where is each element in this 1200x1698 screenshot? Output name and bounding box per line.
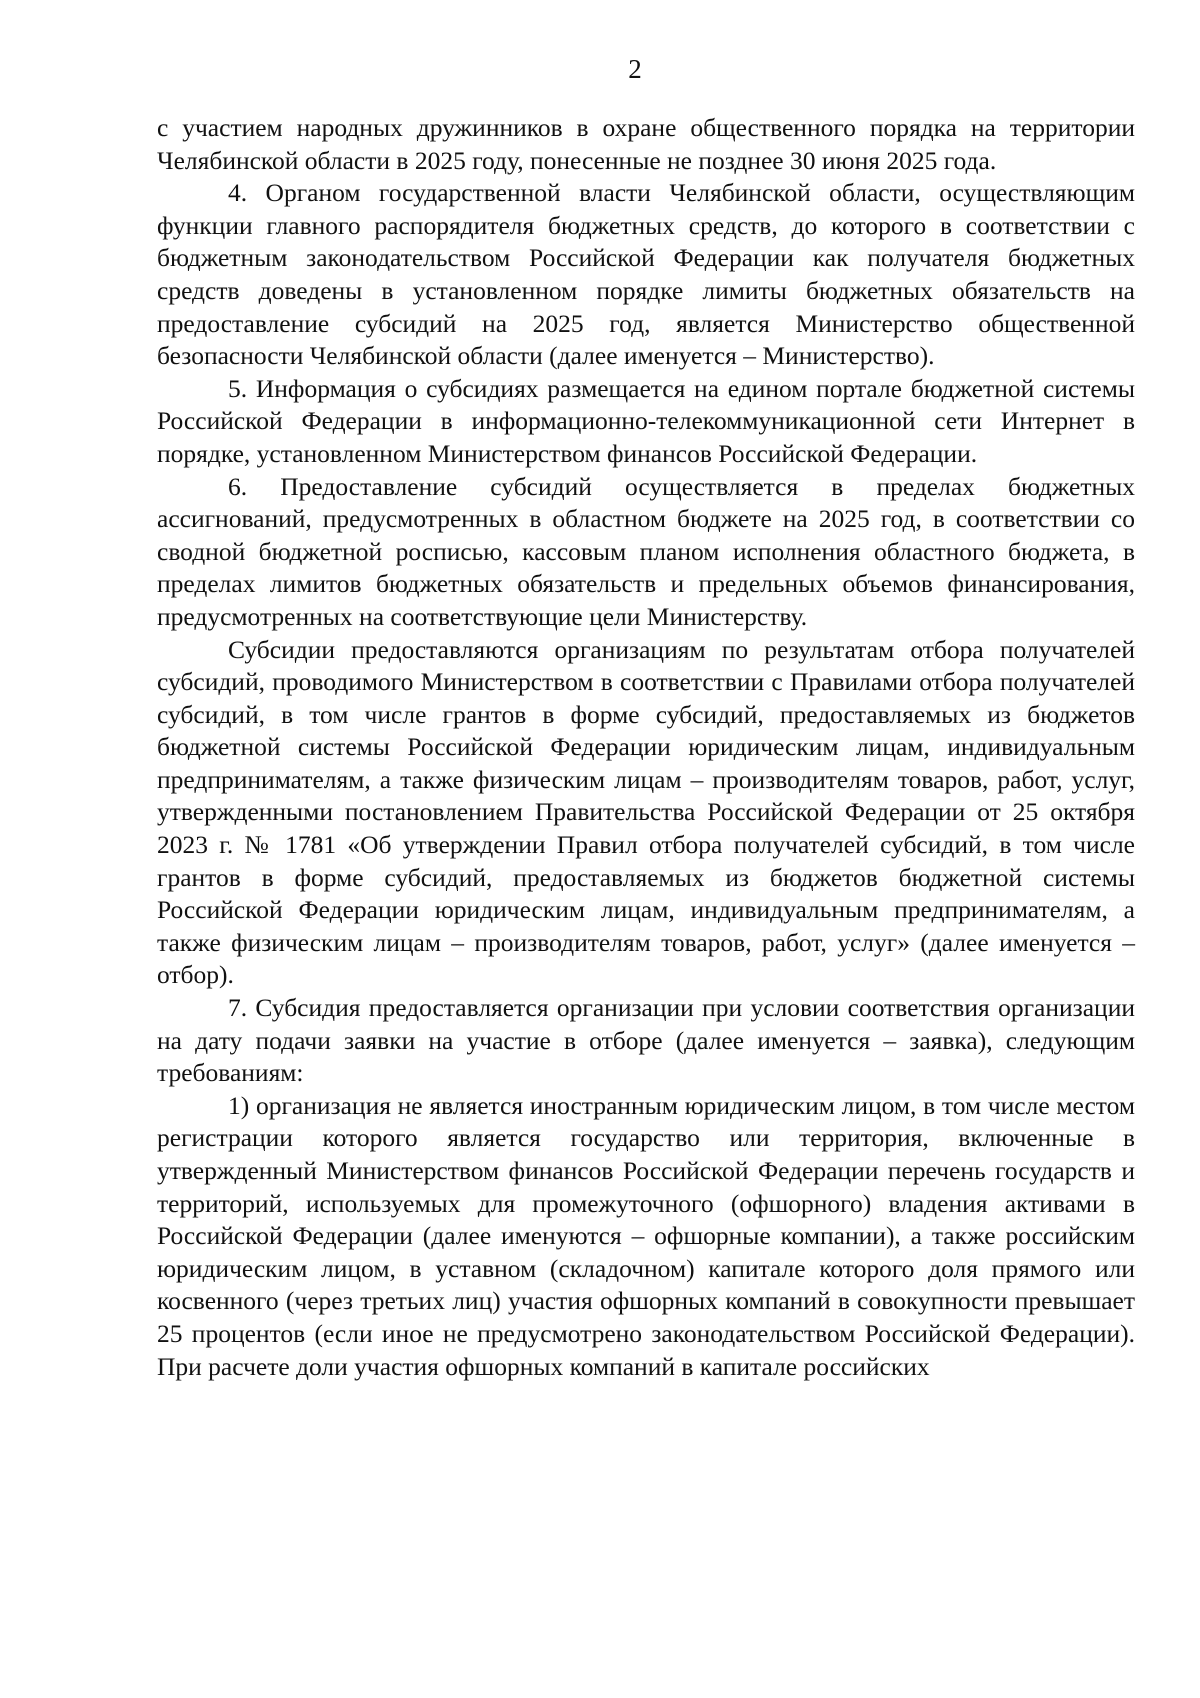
paragraph-item-5: 5. Информация о субсидиях размещается на едином портале бюджетной системы Российской Федерации в информационно-телекоммуникационной сети Интернет в порядке, установленном Министерством финансов Российской Федерации.	[157, 373, 1135, 468]
paragraph-selection: Субсидии предоставляются организациям по результатам отбора получателей субсидий, проводимого Министерством в соответствии с Правилами отбора получателей субсидий, в том числе грантов в форме субсидий, предоставляемых из бюджетов бюджетной системы Российской Федерации юридическим лицам, индивидуальным предпринимателям, а также физическим лицам – производителям товаров, работ, услуг, утвержденными постановлением Правительства Российской Федерации от 25 октября 2023 г. № 1781 «Об утверждении Правил отбора получателей субсидий, в том числе грантов в форме субсидий, предоставляемых из бюджетов бюджетной системы Российской Федерации юридическим лицам, индивидуальным предпринимателям, а также физическим лицам – производителям товаров, работ, услуг» (далее именуется – отбор).	[157, 634, 1135, 990]
paragraph-item-4: 4. Органом государственной власти Челябинской области, осуществляющим функции главного распорядителя бюджетных средств, до которого в соответствии с бюджетным законодательством Российской Федерации как получателя бюджетных средств доведены в установленном порядке лимиты бюджетных обязательств на предоставление субсидий на 2025 год, является Министерство общественной безопасности Челябинской области (далее именуется – Министерство).	[157, 178, 1135, 371]
document-body	[157, 112, 1135, 1383]
page-number: 2	[628, 54, 642, 84]
paragraph-continuation: с участием народных дружинников в охране общественного порядка на территории Челябинской области в 2025 году, понесенные не позднее 30 июня 2025 года.	[157, 113, 1135, 175]
paragraph-item-6: 6. Предоставление субсидий осуществляется в пределах бюджетных ассигнований, предусмотренных в областном бюджете на 2025 год, в соответствии со сводной бюджетной росписью, кассовым планом исполнения областного бюджета, в пределах лимитов бюджетных обязательств и предельных объемов финансирования, предусмотренных на соответствующие цели Министерству.	[157, 471, 1135, 631]
paragraph-item-7: 7. Субсидия предоставляется организации при условии соответствия организации на дату подачи заявки на участие в отборе (далее именуется – заявка), следующим требованиям:	[157, 993, 1135, 1088]
paragraph-requirement-1: 1) организация не является иностранным юридическим лицом, в том числе местом регистрации которого является государство или территория, включенные в утвержденный Министерством финансов Российской Федерации перечень государств и территорий, используемых для промежуточного (офшорного) владения активами в Российской Федерации (далее именуются – офшорные компании), а также российским юридическим лицом, в уставном (складочном) капитале которого доля прямого или косвенного (через третьих лиц) участия офшорных компаний в совокупности превышает 25 процентов (если иное не предусмотрено законодательством Российской Федерации). При расчете доли участия офшорных компаний в капитале российских	[157, 1090, 1135, 1381]
